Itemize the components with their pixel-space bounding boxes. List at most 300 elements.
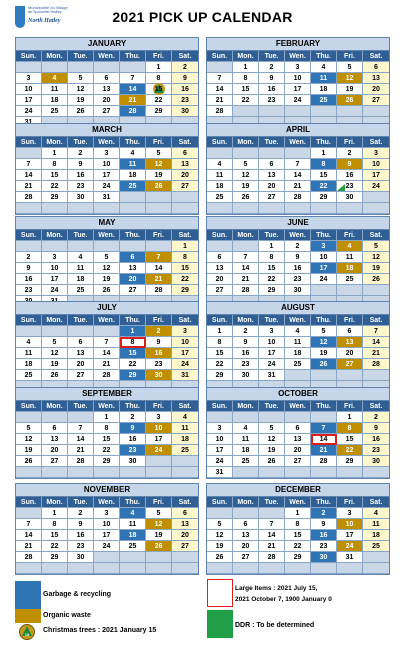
day-header: Sat.: [172, 315, 198, 326]
day-cell: 22: [259, 274, 285, 285]
empty-cell: [120, 62, 146, 73]
day-cell: 22: [94, 445, 120, 456]
day-cell: 10: [207, 434, 233, 445]
day-cell: 16: [233, 348, 259, 359]
day-cell: 23: [259, 95, 285, 106]
day-cell: 11: [16, 348, 42, 359]
day-cell: 7: [16, 159, 42, 170]
day-cell: 20: [172, 530, 198, 541]
day-cell: 11: [172, 423, 198, 434]
day-cell: 26: [16, 456, 42, 467]
day-cell: 20: [337, 348, 363, 359]
empty-cell: [285, 467, 311, 478]
day-header: Wen.: [285, 137, 311, 148]
garbage-day-cell: 25: [120, 181, 146, 192]
day-header: Thu.: [311, 51, 337, 62]
empty-cell: [68, 467, 94, 478]
day-cell: 6: [172, 508, 198, 519]
day-cell: 30: [172, 106, 198, 117]
month-december: [206, 483, 390, 575]
day-cell: 5: [68, 73, 94, 84]
day-header: Tue.: [259, 497, 285, 508]
day-cell: 20: [172, 170, 198, 181]
day-header: Mon.: [233, 230, 259, 241]
day-cell: 5: [311, 326, 337, 337]
day-cell: 21: [68, 445, 94, 456]
day-cell: 18: [16, 359, 42, 370]
day-cell: 13: [233, 530, 259, 541]
day-cell: 28: [233, 285, 259, 296]
empty-cell: [207, 563, 233, 574]
empty-cell: [337, 563, 363, 574]
month-title: MAY: [16, 217, 198, 230]
day-header: Sat.: [363, 137, 389, 148]
day-cell: 15: [94, 434, 120, 445]
day-header: Wen.: [285, 401, 311, 412]
day-header: Wen.: [94, 230, 120, 241]
day-cell: 7: [207, 73, 233, 84]
day-header: Tue.: [259, 230, 285, 241]
garbage-day-cell: 20: [120, 274, 146, 285]
day-header: Sat.: [172, 497, 198, 508]
day-cell: 18: [233, 445, 259, 456]
empty-cell: [42, 203, 68, 214]
day-cell: 8: [42, 159, 68, 170]
day-cell: 12: [94, 263, 120, 274]
day-cell: 4: [207, 159, 233, 170]
day-header: Mon.: [42, 401, 68, 412]
day-cell: 20: [94, 95, 120, 106]
day-cell: 16: [337, 170, 363, 181]
month-title: JANUARY: [16, 38, 198, 51]
day-cell: 21: [259, 541, 285, 552]
empty-cell: [42, 62, 68, 73]
ddr-day-cell: 23: [337, 181, 363, 192]
day-cell: 7: [120, 73, 146, 84]
day-cell: 16: [259, 84, 285, 95]
day-cell: 14: [207, 84, 233, 95]
day-header: Tue.: [68, 137, 94, 148]
day-cell: 18: [120, 170, 146, 181]
day-cell: 11: [207, 170, 233, 181]
day-cell: 2: [16, 252, 42, 263]
organic-day-cell: 26: [146, 541, 172, 552]
day-cell: 14: [259, 530, 285, 541]
organic-day-cell: 12: [146, 519, 172, 530]
day-cell: 25: [68, 285, 94, 296]
month-title: DECEMBER: [207, 484, 389, 497]
day-cell: 27: [259, 192, 285, 203]
empty-cell: [16, 326, 42, 337]
day-cell: 24: [259, 359, 285, 370]
day-header: Fri.: [337, 230, 363, 241]
day-cell: 1: [207, 326, 233, 337]
garbage-day-cell: 3: [311, 241, 337, 252]
day-cell: 25: [120, 541, 146, 552]
day-cell: 2: [259, 62, 285, 73]
day-header: Wen.: [285, 497, 311, 508]
day-cell: 15: [311, 170, 337, 181]
empty-cell: [120, 203, 146, 214]
day-cell: 7: [233, 252, 259, 263]
day-header: Sat.: [363, 315, 389, 326]
empty-cell: [363, 563, 389, 574]
day-cell: 31: [259, 370, 285, 381]
empty-cell: [207, 412, 233, 423]
day-cell: 18: [172, 434, 198, 445]
day-cell: 30: [233, 370, 259, 381]
garbage-day-cell: 14: [120, 84, 146, 95]
month-january: [15, 37, 199, 129]
day-cell: 5: [42, 337, 68, 348]
empty-cell: [94, 467, 120, 478]
day-cell: 5: [233, 159, 259, 170]
day-header: Tue.: [68, 401, 94, 412]
day-cell: 10: [311, 252, 337, 263]
day-cell: 20: [42, 445, 68, 456]
day-cell: 26: [94, 285, 120, 296]
empty-cell: [42, 467, 68, 478]
day-cell: 10: [94, 159, 120, 170]
day-cell: 17: [285, 84, 311, 95]
day-cell: 1: [94, 412, 120, 423]
day-header: Thu.: [311, 137, 337, 148]
day-cell: 24: [363, 181, 389, 192]
legend-ddr-label: DDR : To be determined: [235, 622, 315, 629]
day-cell: 23: [146, 359, 172, 370]
day-cell: 8: [146, 73, 172, 84]
day-cell: 5: [16, 423, 42, 434]
day-cell: 7: [363, 326, 389, 337]
day-cell: 29: [337, 456, 363, 467]
empty-cell: [311, 370, 337, 381]
day-cell: 23: [172, 95, 198, 106]
empty-cell: [16, 241, 42, 252]
day-cell: 5: [363, 241, 389, 252]
empty-cell: [68, 62, 94, 73]
day-cell: 3: [207, 423, 233, 434]
organic-day-cell: 18: [337, 263, 363, 274]
organic-day-cell: 10: [146, 423, 172, 434]
day-header: Wen.: [94, 315, 120, 326]
day-cell: 24: [207, 456, 233, 467]
day-cell: 25: [207, 192, 233, 203]
day-header: Wen.: [94, 137, 120, 148]
day-header: Tue.: [259, 51, 285, 62]
day-cell: 25: [16, 370, 42, 381]
day-cell: 30: [285, 285, 311, 296]
day-cell: 2: [172, 62, 198, 73]
day-cell: 14: [233, 263, 259, 274]
day-cell: 5: [94, 252, 120, 263]
day-cell: 23: [363, 445, 389, 456]
day-cell: 13: [259, 170, 285, 181]
empty-cell: [16, 563, 42, 574]
empty-cell: [233, 203, 259, 214]
day-header: Sat.: [363, 51, 389, 62]
garbage-day-cell: 7: [311, 423, 337, 434]
day-cell: 18: [207, 181, 233, 192]
day-cell: 29: [42, 192, 68, 203]
day-cell: 15: [207, 348, 233, 359]
empty-cell: [172, 467, 198, 478]
day-cell: 1: [285, 508, 311, 519]
month-grid: [16, 401, 198, 478]
organic-day-cell: 13: [337, 337, 363, 348]
day-cell: 22: [42, 181, 68, 192]
month-grid: [16, 230, 198, 307]
day-cell: 29: [259, 285, 285, 296]
empty-cell: [285, 148, 311, 159]
day-cell: 3: [285, 62, 311, 73]
empty-cell: [68, 563, 94, 574]
day-cell: 24: [94, 541, 120, 552]
empty-cell: [94, 563, 120, 574]
empty-cell: [363, 192, 389, 203]
day-cell: 13: [172, 519, 198, 530]
empty-cell: [363, 203, 389, 214]
empty-cell: [233, 241, 259, 252]
day-cell: 16: [172, 84, 198, 95]
day-cell: 7: [285, 159, 311, 170]
empty-cell: [172, 456, 198, 467]
day-cell: 22: [146, 95, 172, 106]
garbage-day-cell: 1: [120, 326, 146, 337]
day-cell: 4: [285, 326, 311, 337]
day-cell: 19: [337, 84, 363, 95]
day-cell: 20: [207, 274, 233, 285]
day-cell: 24: [42, 285, 68, 296]
day-cell: 2: [363, 412, 389, 423]
empty-cell: [94, 62, 120, 73]
garbage-day-cell: 8: [311, 159, 337, 170]
month-august: [206, 301, 390, 393]
day-cell: 29: [285, 552, 311, 563]
day-cell: 28: [16, 192, 42, 203]
day-header: Mon.: [42, 497, 68, 508]
empty-cell: [259, 106, 285, 117]
day-cell: 30: [120, 456, 146, 467]
legend-garbage-swatch: [15, 581, 41, 609]
day-cell: 27: [68, 370, 94, 381]
empty-cell: [363, 106, 389, 117]
day-cell: 20: [285, 445, 311, 456]
day-cell: 13: [207, 263, 233, 274]
day-cell: 16: [285, 263, 311, 274]
day-cell: 28: [16, 552, 42, 563]
day-cell: 3: [16, 73, 42, 84]
day-cell: 9: [68, 159, 94, 170]
empty-cell: [363, 370, 389, 381]
organic-day-cell: 4: [337, 241, 363, 252]
organic-day-cell: 2: [146, 326, 172, 337]
day-cell: 8: [233, 73, 259, 84]
day-cell: 23: [68, 541, 94, 552]
empty-cell: [311, 467, 337, 478]
day-cell: 3: [94, 508, 120, 519]
empty-cell: [146, 563, 172, 574]
day-cell: 1: [337, 412, 363, 423]
empty-cell: [285, 203, 311, 214]
month-november: [15, 483, 199, 575]
day-header: Fri.: [146, 51, 172, 62]
organic-day-cell: 24: [337, 541, 363, 552]
day-cell: 26: [259, 456, 285, 467]
empty-cell: [120, 241, 146, 252]
day-header: Sun.: [207, 315, 233, 326]
day-cell: 14: [16, 170, 42, 181]
day-cell: 19: [146, 530, 172, 541]
garbage-day-cell: 28: [120, 106, 146, 117]
organic-day-cell: 22: [337, 445, 363, 456]
empty-cell: [120, 552, 146, 563]
day-cell: 2: [68, 148, 94, 159]
day-cell: 8: [172, 252, 198, 263]
day-cell: 30: [68, 192, 94, 203]
tree-badge-number: 15: [24, 632, 30, 637]
day-header: Mon.: [233, 315, 259, 326]
day-cell: 18: [285, 348, 311, 359]
day-cell: 3: [259, 326, 285, 337]
month-grid: [207, 137, 389, 214]
garbage-day-cell: 11: [120, 159, 146, 170]
empty-cell: [285, 563, 311, 574]
day-header: Sun.: [16, 137, 42, 148]
day-cell: 1: [259, 241, 285, 252]
day-cell: 21: [233, 274, 259, 285]
empty-cell: [285, 106, 311, 117]
empty-cell: [16, 412, 42, 423]
day-header: Fri.: [146, 137, 172, 148]
day-cell: 6: [233, 519, 259, 530]
day-cell: 13: [42, 434, 68, 445]
christmas-tree-day-cell: 15: [146, 84, 172, 95]
day-cell: 2: [233, 326, 259, 337]
day-cell: 26: [233, 192, 259, 203]
day-cell: 19: [42, 359, 68, 370]
day-cell: 9: [311, 519, 337, 530]
empty-cell: [94, 241, 120, 252]
day-cell: 25: [285, 359, 311, 370]
day-cell: 18: [68, 274, 94, 285]
day-cell: 9: [259, 73, 285, 84]
day-header: Mon.: [233, 497, 259, 508]
day-cell: 6: [68, 337, 94, 348]
day-cell: 10: [94, 519, 120, 530]
day-header: Tue.: [259, 401, 285, 412]
day-header: Sun.: [16, 315, 42, 326]
day-cell: 25: [233, 456, 259, 467]
day-header: Sun.: [207, 137, 233, 148]
day-cell: 11: [42, 84, 68, 95]
empty-cell: [146, 203, 172, 214]
day-cell: 2: [285, 241, 311, 252]
empty-cell: [94, 326, 120, 337]
day-cell: 13: [68, 348, 94, 359]
day-cell: 28: [311, 456, 337, 467]
day-header: Sun.: [207, 497, 233, 508]
day-header: Sun.: [16, 51, 42, 62]
day-cell: 8: [94, 423, 120, 434]
day-cell: 2: [120, 412, 146, 423]
day-cell: 12: [68, 84, 94, 95]
empty-cell: [146, 192, 172, 203]
day-cell: 9: [233, 337, 259, 348]
day-cell: 4: [233, 423, 259, 434]
day-cell: 22: [42, 541, 68, 552]
day-cell: 29: [207, 370, 233, 381]
organic-day-cell: 12: [146, 159, 172, 170]
day-header: Mon.: [42, 230, 68, 241]
day-cell: 23: [16, 285, 42, 296]
day-cell: 18: [311, 84, 337, 95]
day-cell: 15: [233, 84, 259, 95]
day-cell: 4: [68, 252, 94, 263]
day-cell: 23: [285, 274, 311, 285]
day-cell: 10: [363, 159, 389, 170]
garbage-day-cell: 17: [311, 263, 337, 274]
day-cell: 5: [146, 148, 172, 159]
day-cell: 15: [337, 434, 363, 445]
month-grid: [16, 51, 198, 128]
month-april: [206, 123, 390, 215]
month-title: NOVEMBER: [16, 484, 198, 497]
day-cell: 28: [94, 370, 120, 381]
month-grid: [207, 230, 389, 307]
garbage-day-cell: 23: [120, 445, 146, 456]
legend-large-items-line-1: Large Items : 2021 July 15,: [235, 585, 318, 592]
month-grid: [207, 497, 389, 574]
empty-cell: [337, 106, 363, 117]
day-cell: 2: [68, 508, 94, 519]
legend-organic-label: Organic waste: [43, 612, 91, 619]
day-cell: 28: [285, 192, 311, 203]
large-items-day-cell: 14: [311, 434, 337, 445]
day-header: Tue.: [68, 315, 94, 326]
day-header: Fri.: [337, 497, 363, 508]
logo-line-1: Municipalité du Village de Nouvelle-Hatley: [28, 5, 68, 14]
day-cell: 18: [363, 530, 389, 541]
day-cell: 22: [233, 95, 259, 106]
month-title: MARCH: [16, 124, 198, 137]
month-grid: [207, 51, 389, 128]
empty-cell: [311, 285, 337, 296]
empty-cell: [259, 467, 285, 478]
day-cell: 31: [172, 370, 198, 381]
day-header: Fri.: [146, 497, 172, 508]
day-cell: 20: [68, 359, 94, 370]
day-cell: 1: [233, 62, 259, 73]
garbage-day-cell: 18: [120, 530, 146, 541]
empty-cell: [16, 148, 42, 159]
day-cell: 12: [207, 530, 233, 541]
day-cell: 21: [285, 181, 311, 192]
day-cell: 19: [311, 348, 337, 359]
day-cell: 9: [285, 252, 311, 263]
empty-cell: [16, 467, 42, 478]
day-cell: 6: [94, 73, 120, 84]
day-header: Tue.: [68, 230, 94, 241]
organic-day-cell: 7: [146, 252, 172, 263]
empty-cell: [233, 467, 259, 478]
day-cell: 21: [16, 541, 42, 552]
empty-cell: [16, 508, 42, 519]
day-cell: 17: [337, 530, 363, 541]
day-cell: 31: [94, 192, 120, 203]
day-cell: 14: [68, 434, 94, 445]
empty-cell: [146, 456, 172, 467]
day-cell: 14: [285, 170, 311, 181]
